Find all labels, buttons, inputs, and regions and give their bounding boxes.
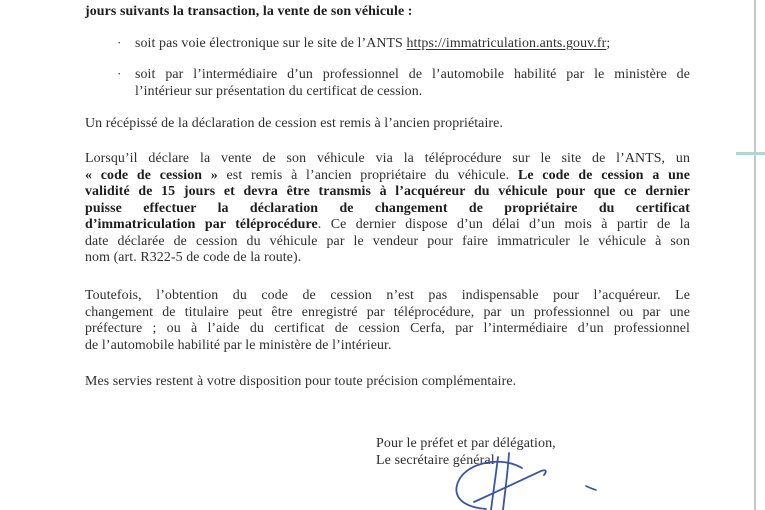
text-line [85, 288, 690, 305]
text-segment: est remis à l’ancien propriétaire du véhicule. [217, 167, 518, 183]
text-segment: Toutefois, l’obtention du code de cession n’est pas indispensable pour l’acquéreur. Le [85, 288, 690, 303]
text-line [85, 217, 690, 234]
text-line [85, 201, 690, 218]
text-segment: date déclarée de cession du véhicule par le vendeur pour faire immatriculer le véhicule à son [85, 233, 690, 249]
text-segment: Le code de cession a une [517, 167, 690, 183]
text-segment: de l’automobile habilité par le ministère de l’intérieur. [85, 337, 392, 353]
text-segment: « code de cession » [85, 167, 218, 183]
text-segment: . Ce dernier dispose d’un délai d’un mois à partir de la [317, 217, 690, 232]
signature-stroke [491, 457, 498, 510]
text-segment: soit par l’intermédiaire d’un professionnel de l’automobile habilité par le ministère de [135, 67, 690, 82]
text-segment: l’intérieur sur présentation du certificat de cession. [135, 83, 423, 99]
continuation-heading [85, 4, 690, 21]
paragraph-receipt [85, 116, 690, 133]
text-line [85, 321, 690, 338]
paragraph-toutefois [85, 288, 690, 354]
scan-edge-line [754, 0, 756, 510]
text-line [85, 168, 690, 185]
paragraph-code-cession [85, 151, 690, 267]
text-line [85, 234, 690, 251]
bullet-item-electronic [117, 35, 690, 53]
text-line [85, 151, 690, 168]
text-line [135, 67, 690, 84]
text-segment: changement de titulaire peut être enregistré par téléprocédure, par un professionnel ou par une [85, 304, 690, 320]
signature-line-2: Le secrétaire général [376, 452, 495, 468]
text-line [135, 84, 690, 101]
text-segment: Un récépissé de la déclaration de cession est remis à l’ancien propriétaire. [85, 116, 503, 131]
text-line [85, 338, 690, 355]
text-segment: jours suivants la transaction, la vente de son véhicule : [85, 4, 413, 19]
text-line [85, 374, 690, 391]
text-line [85, 250, 690, 267]
text-line [85, 4, 690, 21]
registration-mark [736, 152, 765, 155]
bullet-icon: · [117, 66, 122, 81]
signature-line-1: Pour le préfet et par délégation, [376, 436, 556, 451]
text-line [85, 305, 690, 322]
text-line [135, 36, 690, 53]
text-segment: nom (art. R322-5 de code de la route). [85, 250, 302, 265]
text-segment: préfecture ; ou à l’aide du certificat de cession Cerfa, par l’intermédiaire d’un professionnel [85, 321, 690, 336]
text-segment: validité de 15 jours et devra être transmis à l’acquéreur du véhicule pour que ce dernier [85, 184, 690, 199]
text-segment: d’immatriculation par téléprocédure [85, 217, 318, 232]
text-line [85, 116, 690, 133]
handwritten-signature-icon [440, 450, 610, 510]
signature-stroke [474, 470, 546, 502]
text-segment: puisse effectuer la déclaration de changement de propriétaire du certificat [85, 200, 690, 216]
text-line [85, 184, 690, 201]
bullet-icon: · [117, 35, 122, 50]
ants-url: https://immatriculation.ants.gouv.fr [406, 36, 607, 51]
text-segment: ; [606, 36, 611, 51]
signature-stroke [586, 486, 596, 490]
paragraph-closing [85, 374, 690, 391]
text-segment: Lorsqu’il déclare la vente de son véhicule via la téléprocédure sur le site de l’ANTS, un [85, 151, 690, 166]
text-segment: soit pas voie électronique sur le site de l’ANTS [135, 36, 407, 51]
bullet-item-professional [117, 66, 690, 100]
text-segment: Mes servies restent à votre disposition pour toute précision complémentaire. [85, 374, 517, 389]
